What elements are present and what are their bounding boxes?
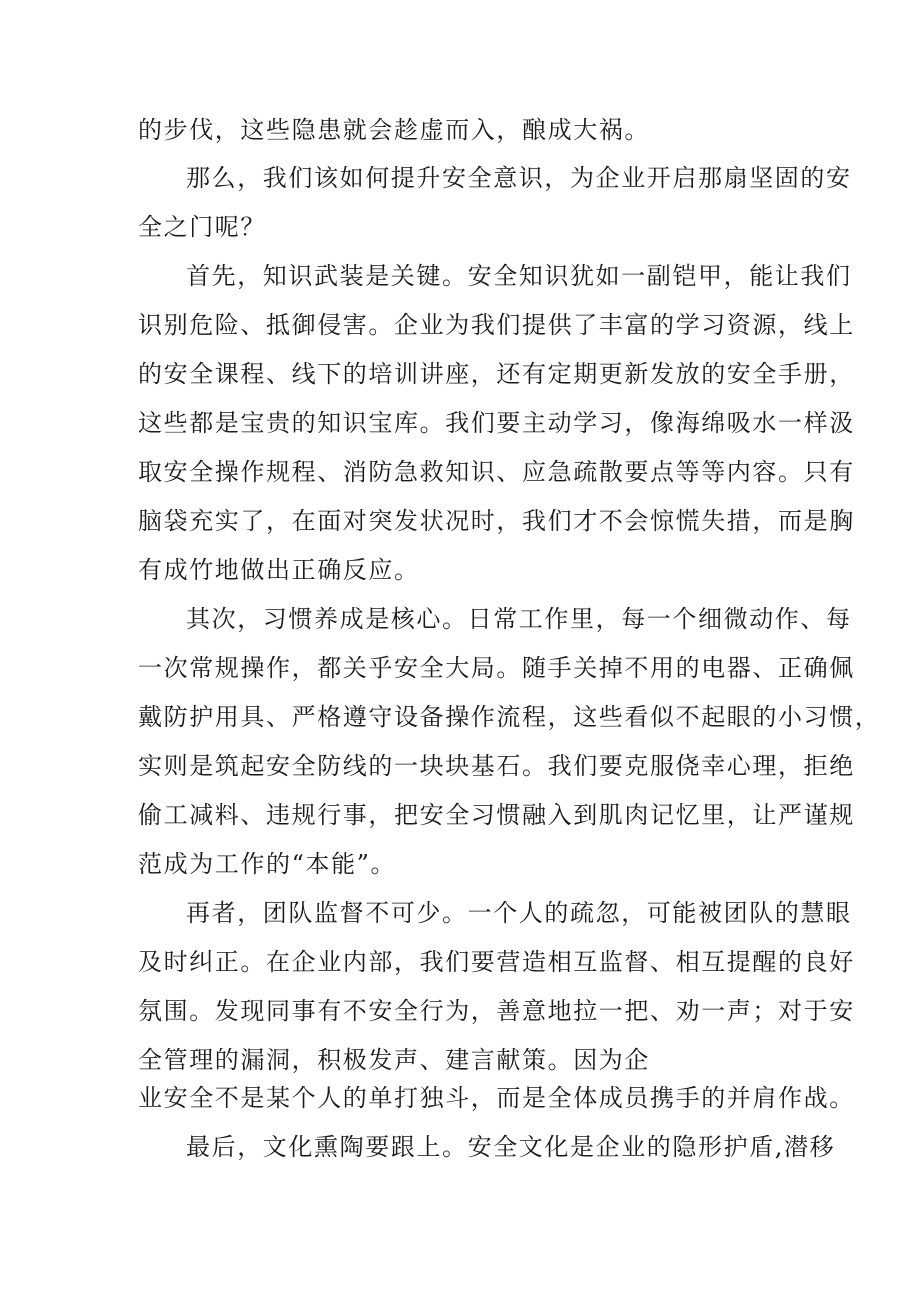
text-line: 再者，团队监督不可少。一个人的疏忽，可能被团队的慧眼 xyxy=(186,899,852,927)
text-line: 有成竹地做出正确反应。 xyxy=(138,556,420,584)
text-line: 戴防护用具、严格遵守设备操作流程，这些看似不起眼的小习惯， xyxy=(138,703,881,731)
text-line: 那么，我们该如何提升安全意识，为企业开启那扇坚固的安 xyxy=(186,164,852,192)
text-line: 实则是筑起安全防线的一块块基石。我们要克服侥幸心理，拒绝 xyxy=(138,752,855,780)
text-line: 首先，知识武装是关键。安全知识犹如一副铠甲，能让我们 xyxy=(186,262,852,290)
text-line: 氛围。发现同事有不安全行为，善意地拉一把、劝一声；对于安 xyxy=(138,997,855,1025)
text-line: 全之门呢？ xyxy=(138,213,266,241)
text-line: 这些都是宝贵的知识宝库。我们要主动学习，像海绵吸水一样汲 xyxy=(138,409,855,437)
text-line: 业安全不是某个人的单打独斗，而是全体成员携手的并肩作战。 xyxy=(138,1084,855,1112)
text-line: 脑袋充实了，在面对突发状况时，我们才不会惊慌失措，而是胸 xyxy=(138,507,855,535)
text-line: 全管理的漏洞，积极发声、建言献策。因为企 xyxy=(138,1046,650,1074)
text-line: 一次常规操作，都关乎安全大局。随手关掉不用的电器、正确佩 xyxy=(138,654,855,682)
text-line: 取安全操作规程、消防急救知识、应急疏散要点等等内容。只有 xyxy=(138,458,855,486)
text-line: 的安全课程、线下的培训讲座，还有定期更新发放的安全手册， xyxy=(138,360,855,388)
text-line: 其次，习惯养成是核心。日常工作里，每一个细微动作、每 xyxy=(186,605,852,633)
text-line: 的步伐，这些隐患就会趁虚而入，酿成大祸。 xyxy=(138,116,650,144)
text-line: 最后，文化熏陶要跟上。安全文化是企业的隐形护盾,潜移 xyxy=(186,1133,836,1161)
text-line: 及时纠正。在企业内部，我们要营造相互监督、相互提醒的良好 xyxy=(138,948,855,976)
text-line: 偷工减料、违规行事，把安全习惯融入到肌肉记忆里，让严谨规 xyxy=(138,801,855,829)
text-line: 识别危险、抵御侵害。企业为我们提供了丰富的学习资源，线上 xyxy=(138,311,855,339)
text-line: 范成为工作的“本能”。 xyxy=(138,850,397,878)
